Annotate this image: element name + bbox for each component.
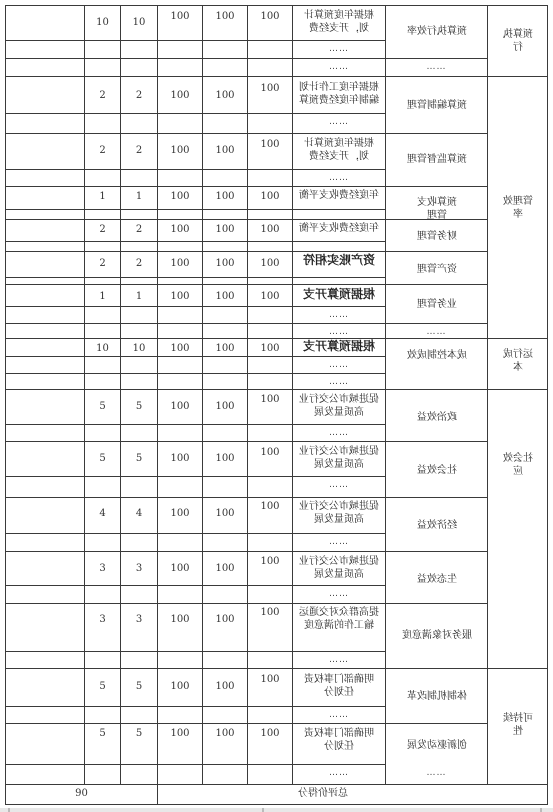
target-value: 100 [260, 191, 280, 202]
standard-text: 促进城市公交行业高质量发展 [299, 501, 379, 525]
indicator-label: 社会效益 [416, 465, 457, 476]
category-label: 运行成本 [502, 349, 533, 373]
ellipsis: …… [329, 360, 349, 370]
actual-value: 100 [215, 681, 235, 692]
actual-value: 100 [215, 191, 235, 202]
score-value: 2 [99, 224, 106, 235]
score-value: 5 [99, 728, 106, 739]
indicator-label: 预算编制管理 [406, 100, 467, 111]
score-value: 10 [96, 343, 109, 354]
rate-value: 100 [170, 90, 190, 101]
target-value: 100 [260, 224, 280, 235]
grid-line [547, 5, 548, 804]
grid-line [5, 441, 487, 442]
target-value: 100 [260, 83, 280, 94]
grid-line [5, 476, 385, 477]
grid-line [5, 668, 548, 669]
weight-value: 10 [132, 343, 146, 354]
score-value: 5 [99, 453, 106, 464]
standard-text: 年度经费收支平衡 [299, 190, 379, 201]
weight-value: 10 [132, 17, 146, 28]
score-value: 4 [99, 508, 106, 519]
score-value: 2 [99, 258, 106, 269]
grid-line [5, 764, 385, 765]
category-label: 管理效率 [502, 196, 533, 220]
actual-value: 100 [215, 258, 235, 269]
grid-line [5, 356, 385, 357]
total-score-label: 总评价得分 [298, 788, 348, 799]
ellipsis: …… [329, 377, 349, 387]
score-value: 3 [99, 614, 106, 625]
target-value: 100 [260, 501, 280, 512]
indicator-label: 政治效益 [416, 412, 457, 423]
rate-value: 100 [170, 728, 190, 739]
weight-value: 3 [135, 563, 143, 574]
target-value: 100 [260, 556, 280, 567]
score-value: 2 [99, 145, 106, 156]
grid-line [5, 5, 548, 6]
rate-value: 100 [170, 145, 190, 156]
score-value: 2 [99, 90, 106, 101]
weight-value: 1 [135, 191, 143, 202]
ellipsis: …… [329, 44, 349, 54]
scan-edge [0, 808, 553, 812]
grid-line [5, 389, 548, 390]
weight-value: 2 [135, 224, 143, 235]
weight-value: 5 [135, 728, 143, 739]
rate-value: 100 [170, 258, 190, 269]
target-value: 100 [260, 11, 280, 22]
rate-value: 100 [170, 563, 190, 574]
grid-line [5, 804, 548, 805]
standard-text: 资产账实相符 [302, 253, 375, 267]
rate-value: 100 [170, 224, 190, 235]
rate-value: 100 [170, 508, 190, 519]
grid-line [5, 603, 487, 604]
target-value: 100 [260, 291, 280, 302]
actual-value: 100 [215, 728, 235, 739]
indicator-label: 服务对象满意度 [401, 630, 472, 641]
rate-value: 100 [170, 614, 190, 625]
rate-value: 100 [170, 681, 190, 692]
ellipsis: …… [426, 768, 447, 778]
ellipsis: …… [329, 655, 349, 665]
grid-line [5, 585, 385, 586]
grid-line [5, 706, 385, 707]
ellipsis: …… [329, 173, 349, 183]
standard-text: 根据年度预算计划，开支经费 [304, 10, 374, 34]
grid-line [5, 241, 385, 242]
ellipsis: …… [329, 589, 349, 599]
score-value: 5 [99, 401, 106, 412]
grid-line [5, 186, 487, 187]
actual-value: 100 [215, 145, 235, 156]
scan-mark [540, 808, 542, 812]
standard-text: 促进城市公交行业高质量发展 [299, 394, 379, 418]
standard-text: 提高群众对交通运输工作的满意度 [299, 607, 379, 631]
grid-line [5, 251, 487, 252]
rate-value: 100 [170, 11, 190, 22]
actual-value: 100 [215, 343, 235, 354]
grid-line [5, 284, 487, 285]
ellipsis: …… [329, 768, 349, 778]
actual-value: 100 [215, 224, 235, 235]
indicator-label: 业务管理 [416, 299, 457, 310]
grid-line [5, 209, 385, 210]
standard-text: 根据预算开支 [302, 339, 375, 353]
target-value: 100 [260, 139, 280, 150]
ellipsis: …… [329, 710, 349, 720]
weight-value: 2 [135, 145, 143, 156]
ellipsis: …… [329, 117, 349, 127]
score-value: 1 [99, 191, 106, 202]
indicator-label: 成本控制成效 [406, 350, 467, 361]
target-value: 100 [260, 447, 280, 458]
weight-value: 4 [135, 508, 143, 519]
grid-line [5, 5, 6, 804]
score-value: 10 [96, 17, 109, 28]
grid-line [5, 113, 385, 114]
indicator-label: 经济效益 [416, 520, 457, 531]
rate-value: 100 [170, 191, 190, 202]
actual-value: 100 [215, 614, 235, 625]
grid-line [5, 58, 487, 59]
actual-value: 100 [215, 11, 235, 22]
target-value: 100 [260, 258, 280, 269]
grid-line [5, 40, 385, 41]
standard-text: 根据年度工作计划编制年度经费预算 [299, 82, 379, 106]
target-value: 100 [260, 607, 280, 618]
rate-value: 100 [170, 343, 190, 354]
standard-text: 明确部门事权责任划分 [304, 728, 374, 752]
rate-value: 100 [170, 401, 190, 412]
grid-line [5, 133, 487, 134]
category-label: 预算执行 [502, 29, 533, 53]
ellipsis: …… [329, 327, 349, 337]
scan-mark [262, 808, 264, 812]
target-value: 100 [260, 728, 280, 739]
actual-value: 100 [215, 401, 235, 412]
weight-value: 5 [135, 401, 143, 412]
rate-value: 100 [170, 291, 190, 302]
standard-text: 年度经费收支平衡 [299, 223, 379, 234]
total-score-value: 90 [75, 788, 88, 799]
weight-value: 1 [135, 291, 143, 302]
grid-line [5, 277, 385, 278]
indicator-label: 预算收支管理 [416, 197, 457, 221]
scan-mark [8, 808, 10, 812]
score-value: 1 [99, 291, 106, 302]
weight-value: 2 [135, 90, 143, 101]
indicator-label: 资产管理 [416, 264, 457, 275]
indicator-label: 体制机制改革 [406, 691, 467, 702]
grid-line [5, 723, 487, 724]
actual-value: 100 [215, 563, 235, 574]
actual-value: 100 [215, 291, 235, 302]
grid-line [5, 533, 385, 534]
standard-text: 根据预算开支 [302, 287, 375, 301]
target-value: 100 [260, 343, 280, 354]
grid-line [5, 169, 385, 170]
target-value: 100 [260, 394, 280, 405]
ellipsis: …… [329, 428, 349, 438]
ellipsis: …… [426, 327, 447, 337]
ellipsis: …… [329, 62, 349, 72]
actual-value: 100 [215, 453, 235, 464]
grid-line [5, 373, 385, 374]
weight-value: 2 [135, 258, 143, 269]
grid-line [5, 306, 385, 307]
indicator-label: 财务管理 [416, 231, 457, 242]
grid-line [5, 497, 487, 498]
category-label: 可持续性 [502, 713, 533, 737]
indicator-label: 预算执行效率 [406, 26, 467, 37]
weight-value: 5 [135, 453, 143, 464]
ellipsis: …… [329, 537, 349, 547]
grid-line [5, 551, 487, 552]
actual-value: 100 [215, 90, 235, 101]
actual-value: 100 [215, 508, 235, 519]
category-label: 社会效应 [502, 453, 533, 477]
rate-value: 100 [170, 453, 190, 464]
weight-value: 5 [135, 681, 143, 692]
standard-text: 明确部门事权责任划分 [304, 674, 374, 698]
grid-line [5, 784, 548, 785]
ellipsis: …… [426, 62, 447, 72]
score-value: 3 [99, 563, 106, 574]
weight-value: 3 [135, 614, 143, 625]
indicator-label: 创新驱动发展 [406, 740, 467, 751]
grid-line [5, 323, 487, 324]
ellipsis: …… [329, 310, 349, 320]
grid-line [5, 424, 385, 425]
score-value: 5 [99, 681, 106, 692]
grid-line [5, 651, 385, 652]
standard-text: 根据年度预算计划，开支经费 [304, 138, 374, 162]
ellipsis: …… [329, 480, 349, 490]
standard-text: 促进城市公交行业高质量发展 [299, 446, 379, 470]
grid-line [5, 76, 548, 77]
indicator-label: 生态效益 [416, 574, 457, 585]
standard-text: 促进城市公交行业高质量发展 [299, 556, 379, 580]
indicator-label: 预算监督管理 [406, 154, 467, 165]
target-value: 100 [260, 674, 280, 685]
